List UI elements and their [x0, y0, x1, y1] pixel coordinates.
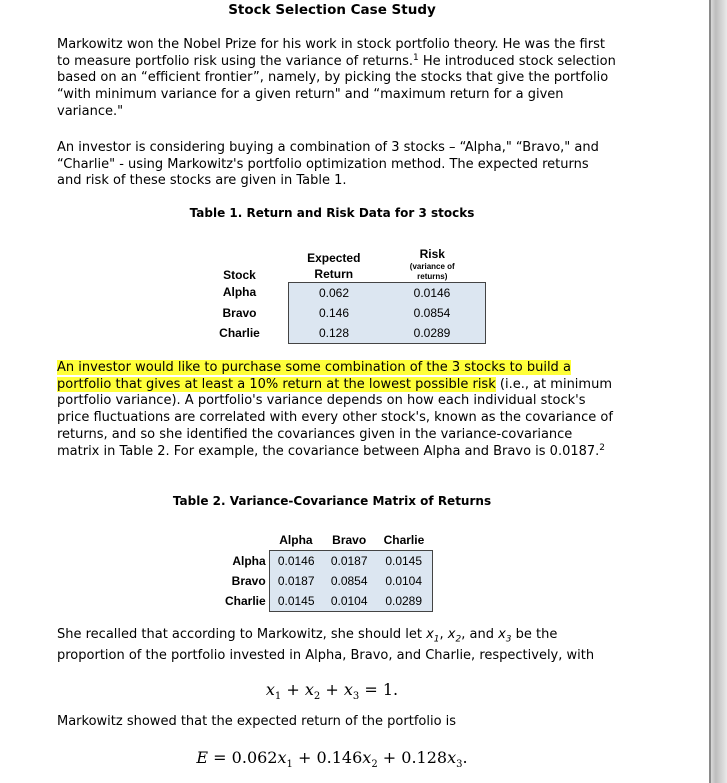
- table-row: Bravo 0.0187 0.0854 0.0104: [225, 571, 432, 591]
- footnote-ref-1[interactable]: 1: [413, 52, 419, 63]
- sum-equation: $x_1 + x_2 + x_3 = 1$.: [265, 680, 399, 703]
- covariance-paragraph: An investor would like to purchase some combination of the 3 stocks to build a portfolio that gives at least a 10% return at the lowest possible risk (i.e., at minimum portfolio variance). A portfolio's variance depends on how each individual stock's price fluctuations are correlated with every other stock's, known as the covariance of returns, and so she identified the covariances given in the variance-covariance matrix in Table 2. For example, the covariance between Alpha and Bravo is 0.0187.$^2$: [57, 360, 613, 459]
- footnote-ref-2[interactable]: 2: [599, 442, 606, 453]
- table-row: Charlie 0.0145 0.0104 0.0289: [225, 591, 432, 612]
- col-header-charlie: Charlie: [383, 533, 425, 547]
- scroll-gutter[interactable]: [711, 0, 727, 783]
- header-stock: Stock: [223, 268, 256, 282]
- highlighted-text: An investor would like to purchase some combination of the 3 stocks to build a portfolio that gives at least a 10% return at the lowest possible risk: [57, 360, 571, 392]
- header-expected-return: Expected Return: [307, 250, 361, 281]
- covariance-matrix-table: [225, 530, 433, 612]
- col-header-bravo: Bravo: [332, 533, 367, 547]
- intro-paragraph: Markowitz won the Nobel Prize for his work in stock portfolio theory. He was the first to measure portfolio risk using the variance of returns.$^1$ He introduced stock selection based on an “efficient frontier”, namely, by picking the stocks that give the portfolio “with minimum variance for a given return" and “maximum return for a given variance.": [57, 37, 616, 119]
- page-title: Stock Selection Case Study: [228, 2, 436, 18]
- proportion-paragraph: She recalled that according to Markowitz, she should let $x_1$, $x_2$, and $x_3$ be the proportion of the portfolio invested in Alpha, Bravo, and Charlie, respectively, with: [57, 627, 595, 664]
- expected-return-equation: $E = 0.062x_1 + 0.146x_2 + 0.128x_3$.: [196, 748, 468, 771]
- col-header-alpha: Alpha: [279, 533, 313, 547]
- header-risk: Risk (variance of returns): [409, 246, 455, 281]
- table-row: Alpha 0.0146 0.0187 0.0145: [225, 551, 432, 572]
- table-row: Alpha 0.062 0.0146: [215, 282, 486, 303]
- table1-caption: Table 1. Return and Risk Data for 3 stocks: [189, 206, 475, 220]
- return-intro-paragraph: Markowitz showed that the expected return of the portfolio is: [57, 714, 457, 729]
- table2-caption: Table 2. Variance-Covariance Matrix of Returns: [172, 494, 492, 508]
- investor-paragraph: An investor is considering buying a combination of 3 stocks – “Alpha," “Bravo," and “Charlie" - using Markowitz's portfolio optimization method. The expected returns and risk of these stocks are given in Table 1.: [57, 140, 599, 189]
- table-row: Bravo 0.146 0.0854: [215, 303, 486, 323]
- return-risk-table: [215, 236, 486, 344]
- table-row: Charlie 0.128 0.0289: [215, 323, 486, 344]
